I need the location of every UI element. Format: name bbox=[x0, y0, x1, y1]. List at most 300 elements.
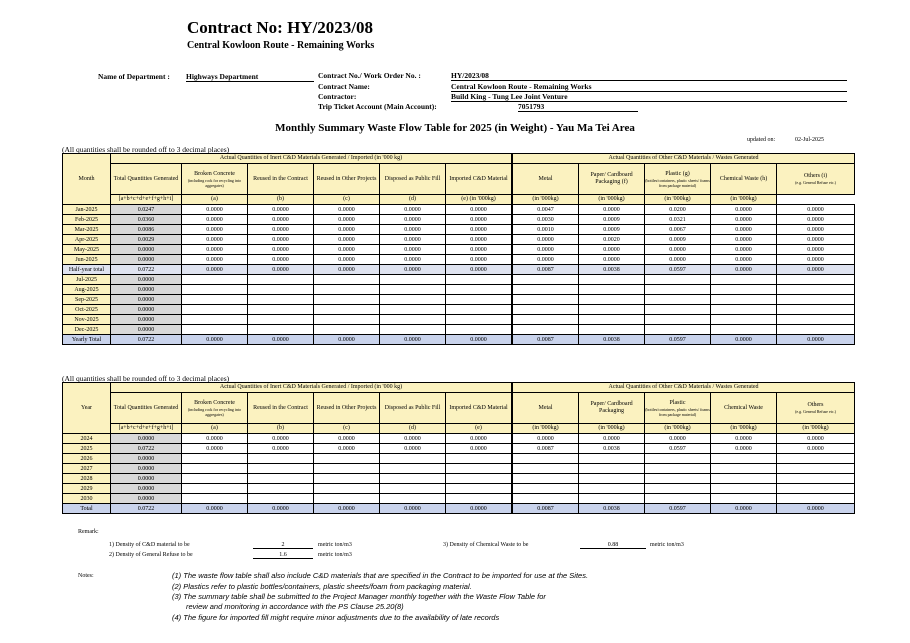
first-column-header: Month bbox=[63, 154, 111, 205]
value-cell: 0.0597 bbox=[645, 504, 711, 514]
remark-1-value: 2 bbox=[253, 542, 313, 549]
contractor-label: Contractor: bbox=[318, 92, 357, 101]
row-label: Yearly Total bbox=[63, 335, 111, 345]
value-cell: 0.0000 bbox=[248, 235, 314, 245]
value-cell bbox=[248, 305, 314, 315]
unit-label: (in '000kg) bbox=[711, 424, 777, 434]
value-cell: 0.0000 bbox=[182, 504, 248, 514]
value-cell: 0.0000 bbox=[645, 434, 711, 444]
table-row bbox=[63, 504, 855, 514]
chemical-header bbox=[711, 393, 777, 424]
value-cell: 0.0000 bbox=[380, 255, 446, 265]
value-cell bbox=[182, 454, 248, 464]
value-cell: 0.0038 bbox=[579, 504, 645, 514]
value-cell: 0.0000 bbox=[777, 444, 855, 454]
value-cell bbox=[248, 464, 314, 474]
value-cell: 0.0047 bbox=[513, 205, 579, 215]
table-row bbox=[63, 225, 855, 235]
value-cell: 0.0087 bbox=[513, 444, 579, 454]
value-cell: 0.0000 bbox=[777, 225, 855, 235]
value-cell: 0.0000 bbox=[380, 245, 446, 255]
value-cell: 0.0000 bbox=[314, 335, 380, 345]
value-cell: 0.0000 bbox=[111, 305, 182, 315]
reused-other-header-label: Reused in Other Projects bbox=[316, 175, 377, 182]
trip-ticket-label: Trip Ticket Account (Main Account): bbox=[318, 102, 437, 111]
metal-header-label: Metal bbox=[538, 175, 553, 182]
row-label: 2030 bbox=[63, 494, 111, 504]
row-label: 2029 bbox=[63, 484, 111, 494]
value-cell bbox=[182, 275, 248, 285]
value-cell: 0.0009 bbox=[579, 215, 645, 225]
value-cell bbox=[380, 454, 446, 464]
value-cell bbox=[711, 474, 777, 484]
value-cell: 0.0000 bbox=[777, 245, 855, 255]
contractor-value: Build King - Tung Lee Joint Venture bbox=[451, 92, 847, 102]
value-cell: 0.0000 bbox=[248, 205, 314, 215]
row-label: Jun-2025 bbox=[63, 255, 111, 265]
value-cell bbox=[182, 295, 248, 305]
value-cell bbox=[380, 285, 446, 295]
broken-concrete-header-label: Broken Concrete bbox=[194, 399, 235, 406]
value-cell: 0.0087 bbox=[513, 265, 579, 275]
remark-2: 2) Density of General Refuse to be bbox=[109, 552, 193, 558]
value-cell bbox=[513, 474, 579, 484]
value-cell: 0.0722 bbox=[111, 335, 182, 345]
value-cell bbox=[777, 454, 855, 464]
value-cell bbox=[380, 275, 446, 285]
value-cell bbox=[380, 474, 446, 484]
value-cell: 0.0000 bbox=[711, 335, 777, 345]
value-cell bbox=[314, 285, 380, 295]
value-cell: 0.0000 bbox=[111, 275, 182, 285]
rounding-note: (All quantities shall be rounded off to 3 decimal places) bbox=[62, 145, 230, 154]
note-1: (1) The waste flow table shall also include C&D materials that are specified in the Contract to be imported for use at the Sites. bbox=[172, 571, 589, 580]
reused-contract-header-label: Reused in the Contract bbox=[253, 404, 308, 411]
value-cell: 0.0000 bbox=[446, 235, 512, 245]
value-cell bbox=[182, 285, 248, 295]
value-cell: 0.0087 bbox=[513, 504, 579, 514]
value-cell bbox=[777, 285, 855, 295]
others-header-sublabel: (e.g. General Refuse etc.) bbox=[795, 409, 836, 414]
value-cell bbox=[446, 325, 512, 335]
monthly-waste-table bbox=[62, 153, 855, 345]
plastic-header-sublabel: (bottles/containers, plastic sheets/ foams from package material) bbox=[645, 177, 710, 188]
column-header-row bbox=[63, 164, 855, 195]
unit-label: (in '000kg) bbox=[579, 424, 645, 434]
value-cell: 0.0000 bbox=[314, 265, 380, 275]
contract-name-value: Central Kowloon Route - Remaining Works bbox=[451, 82, 847, 92]
disposed-header bbox=[380, 393, 446, 424]
value-cell: 0.0000 bbox=[111, 494, 182, 504]
row-label: Oct-2025 bbox=[63, 305, 111, 315]
total-header-label: Total Quantities Generated bbox=[113, 175, 179, 182]
value-cell: 0.0000 bbox=[711, 235, 777, 245]
value-cell bbox=[380, 484, 446, 494]
value-cell: 0.0000 bbox=[314, 215, 380, 225]
value-cell: 0.0000 bbox=[711, 215, 777, 225]
value-cell: 0.0000 bbox=[579, 434, 645, 444]
value-cell: 0.0000 bbox=[446, 225, 512, 235]
value-cell bbox=[446, 285, 512, 295]
chemical-header-label: Chemical Waste bbox=[724, 404, 763, 411]
value-cell: 0.0000 bbox=[111, 434, 182, 444]
value-cell bbox=[645, 305, 711, 315]
value-cell: 0.0722 bbox=[111, 444, 182, 454]
notes-label: Notes: bbox=[78, 573, 94, 579]
table-row bbox=[63, 275, 855, 285]
unit-label: (b) bbox=[248, 195, 314, 205]
imported-header bbox=[446, 164, 512, 195]
value-cell bbox=[248, 285, 314, 295]
value-cell bbox=[314, 494, 380, 504]
paper-header bbox=[579, 164, 645, 195]
metal-header bbox=[513, 164, 579, 195]
value-cell bbox=[314, 305, 380, 315]
plastic-header-label: Plastic bbox=[669, 399, 686, 406]
value-cell bbox=[711, 494, 777, 504]
unit-label: (d) bbox=[380, 424, 446, 434]
value-cell bbox=[314, 275, 380, 285]
plastic-header-sublabel: (bottles/containers, plastic sheets/ foams from package material) bbox=[645, 406, 710, 417]
unit-label: (d) bbox=[380, 195, 446, 205]
value-cell: 0.0000 bbox=[777, 504, 855, 514]
disposed-header-label: Disposed as Public Fill bbox=[384, 175, 441, 182]
value-cell bbox=[248, 295, 314, 305]
unit-label: (in '000kg) bbox=[513, 195, 579, 205]
value-cell: 0.0000 bbox=[380, 444, 446, 454]
table-row bbox=[63, 295, 855, 305]
row-label: Aug-2025 bbox=[63, 285, 111, 295]
value-cell bbox=[446, 464, 512, 474]
value-cell: 0.0000 bbox=[314, 245, 380, 255]
value-cell bbox=[182, 325, 248, 335]
row-label: Nov-2025 bbox=[63, 315, 111, 325]
value-cell: 0.0000 bbox=[111, 474, 182, 484]
value-cell: 0.0000 bbox=[446, 265, 512, 275]
value-cell bbox=[645, 325, 711, 335]
row-label: 2028 bbox=[63, 474, 111, 484]
unit-label: (in '000kg) bbox=[711, 195, 777, 205]
value-cell bbox=[248, 325, 314, 335]
value-cell: 0.0000 bbox=[777, 235, 855, 245]
table-row bbox=[63, 494, 855, 504]
value-cell: 0.0086 bbox=[111, 225, 182, 235]
table-row bbox=[63, 205, 855, 215]
table-row bbox=[63, 474, 855, 484]
value-cell bbox=[711, 484, 777, 494]
value-cell: 0.0000 bbox=[777, 205, 855, 215]
disposed-header bbox=[380, 164, 446, 195]
table-row bbox=[63, 434, 855, 444]
value-cell: 0.0000 bbox=[248, 335, 314, 345]
value-cell bbox=[248, 484, 314, 494]
value-cell bbox=[711, 464, 777, 474]
value-cell: 0.0009 bbox=[645, 235, 711, 245]
value-cell: 0.0000 bbox=[711, 255, 777, 265]
value-cell bbox=[446, 315, 512, 325]
value-cell bbox=[711, 275, 777, 285]
value-cell: 0.0087 bbox=[513, 335, 579, 345]
value-cell: 0.0000 bbox=[579, 255, 645, 265]
value-cell: 0.0360 bbox=[111, 215, 182, 225]
remark-2-value: 1.6 bbox=[253, 552, 313, 559]
value-cell bbox=[711, 315, 777, 325]
value-cell: 0.0029 bbox=[111, 235, 182, 245]
value-cell: 0.0000 bbox=[314, 504, 380, 514]
value-cell: 0.0000 bbox=[248, 444, 314, 454]
value-cell bbox=[777, 474, 855, 484]
value-cell: 0.0000 bbox=[645, 245, 711, 255]
value-cell: 0.0000 bbox=[111, 285, 182, 295]
others-header-sublabel: (e.g. General Refuse etc.) bbox=[795, 180, 836, 185]
value-cell: 0.0000 bbox=[579, 205, 645, 215]
value-cell bbox=[380, 325, 446, 335]
inert-group-header: Actual Quantities of Inert C&D Materials Generated / Imported (in '000 kg) bbox=[111, 154, 512, 164]
value-cell bbox=[711, 295, 777, 305]
row-label: Jan-2025 bbox=[63, 205, 111, 215]
value-cell bbox=[777, 494, 855, 504]
value-cell bbox=[645, 474, 711, 484]
trip-ticket-value: 7051793 bbox=[518, 102, 638, 112]
value-cell bbox=[513, 285, 579, 295]
value-cell bbox=[380, 305, 446, 315]
table-row bbox=[63, 325, 855, 335]
value-cell bbox=[645, 464, 711, 474]
value-cell bbox=[314, 315, 380, 325]
row-label: 2027 bbox=[63, 464, 111, 474]
contract-no-label: Contract No./ Work Order No. : bbox=[318, 71, 421, 80]
value-cell: 0.0722 bbox=[111, 265, 182, 275]
value-cell bbox=[182, 494, 248, 504]
value-cell: 0.0000 bbox=[711, 245, 777, 255]
value-cell bbox=[579, 305, 645, 315]
value-cell: 0.0038 bbox=[579, 265, 645, 275]
value-cell bbox=[777, 315, 855, 325]
unit-label: (in '000kg) bbox=[645, 195, 711, 205]
value-cell: 0.0000 bbox=[711, 225, 777, 235]
value-cell bbox=[513, 464, 579, 474]
note-4: (4) The figure for imported fill might require minor adjustments due to the availability of late records bbox=[172, 613, 500, 622]
value-cell bbox=[579, 494, 645, 504]
value-cell: 0.0020 bbox=[579, 235, 645, 245]
value-cell bbox=[314, 464, 380, 474]
value-cell bbox=[579, 454, 645, 464]
value-cell: 0.0597 bbox=[645, 335, 711, 345]
value-cell bbox=[182, 484, 248, 494]
others-header bbox=[777, 393, 855, 424]
row-label: 2026 bbox=[63, 454, 111, 464]
unit-label: (e) bbox=[446, 424, 512, 434]
value-cell bbox=[446, 494, 512, 504]
unit-label: (a) bbox=[182, 424, 248, 434]
contract-no-value: HY/2023/08 bbox=[451, 71, 847, 81]
value-cell: 0.0000 bbox=[248, 215, 314, 225]
value-cell bbox=[182, 315, 248, 325]
reused-other-header-label: Reused in Other Projects bbox=[316, 404, 377, 411]
value-cell bbox=[777, 325, 855, 335]
total-header bbox=[111, 164, 182, 195]
paper-header bbox=[579, 393, 645, 424]
value-cell: 0.0000 bbox=[446, 444, 512, 454]
value-cell: 0.0038 bbox=[579, 335, 645, 345]
row-label: Feb-2025 bbox=[63, 215, 111, 225]
reused-other-header bbox=[314, 164, 380, 195]
value-cell bbox=[579, 464, 645, 474]
value-cell bbox=[579, 474, 645, 484]
value-cell: 0.0000 bbox=[777, 335, 855, 345]
value-cell: 0.0000 bbox=[182, 265, 248, 275]
remark-1: 1) Density of C&D material to be bbox=[109, 542, 190, 548]
plastic-header bbox=[645, 393, 711, 424]
value-cell: 0.0000 bbox=[182, 235, 248, 245]
unit-row bbox=[63, 195, 855, 205]
yearly-waste-table bbox=[62, 382, 855, 514]
value-cell: 0.0722 bbox=[111, 504, 182, 514]
value-cell: 0.0000 bbox=[446, 504, 512, 514]
unit-label: (e) (in '000kg) bbox=[446, 195, 512, 205]
unit-label: (a) bbox=[182, 195, 248, 205]
value-cell bbox=[248, 315, 314, 325]
value-cell: 0.0000 bbox=[380, 225, 446, 235]
value-cell bbox=[182, 474, 248, 484]
value-cell bbox=[513, 484, 579, 494]
unit-label: (in '000kg) bbox=[777, 424, 855, 434]
value-cell bbox=[314, 474, 380, 484]
value-cell bbox=[579, 315, 645, 325]
value-cell bbox=[248, 474, 314, 484]
value-cell: 0.0000 bbox=[513, 434, 579, 444]
value-cell bbox=[777, 305, 855, 315]
contract-subtitle: Central Kowloon Route - Remaining Works bbox=[187, 40, 375, 51]
sheet-title: Monthly Summary Waste Flow Table for 2025 (in Weight) - Yau Ma Tei Area bbox=[275, 122, 635, 134]
value-cell bbox=[579, 484, 645, 494]
remark-3: 3) Density of Chemical Waste to be bbox=[443, 542, 529, 548]
value-cell bbox=[182, 464, 248, 474]
value-cell: 0.0000 bbox=[111, 245, 182, 255]
value-cell: 0.0000 bbox=[314, 205, 380, 215]
chemical-header bbox=[711, 164, 777, 195]
value-cell: 0.0000 bbox=[711, 205, 777, 215]
table-row bbox=[63, 255, 855, 265]
value-cell: 0.0000 bbox=[446, 205, 512, 215]
unit-row bbox=[63, 424, 855, 434]
value-cell: 0.0000 bbox=[711, 444, 777, 454]
value-cell: 0.0000 bbox=[111, 464, 182, 474]
value-cell bbox=[513, 325, 579, 335]
value-cell bbox=[446, 295, 512, 305]
value-cell bbox=[446, 474, 512, 484]
other-group-header: Actual Quantities of Other C&D Materials / Wastes Generated bbox=[513, 154, 855, 164]
first-column-header: Year bbox=[63, 383, 111, 434]
value-cell bbox=[579, 275, 645, 285]
value-cell: 0.0000 bbox=[380, 335, 446, 345]
value-cell: 0.0000 bbox=[182, 335, 248, 345]
table-row bbox=[63, 464, 855, 474]
row-label: Dec-2025 bbox=[63, 325, 111, 335]
value-cell: 0.0000 bbox=[579, 245, 645, 255]
value-cell: 0.0000 bbox=[777, 255, 855, 265]
value-cell bbox=[380, 494, 446, 504]
value-cell bbox=[380, 315, 446, 325]
table-row bbox=[63, 215, 855, 225]
value-cell: 0.0000 bbox=[111, 484, 182, 494]
value-cell bbox=[777, 464, 855, 474]
value-cell: 0.0000 bbox=[446, 245, 512, 255]
value-cell bbox=[314, 454, 380, 464]
value-cell: 0.0000 bbox=[380, 434, 446, 444]
value-cell bbox=[314, 484, 380, 494]
table-row bbox=[63, 245, 855, 255]
value-cell bbox=[777, 275, 855, 285]
value-cell bbox=[645, 494, 711, 504]
contract-title: Contract No: HY/2023/08 bbox=[187, 18, 374, 37]
value-cell bbox=[645, 285, 711, 295]
broken-concrete-header bbox=[182, 393, 248, 424]
value-cell: 0.0000 bbox=[380, 235, 446, 245]
value-cell bbox=[711, 305, 777, 315]
updated-value: 02-Jul-2025 bbox=[795, 137, 824, 143]
value-cell: 0.0000 bbox=[182, 434, 248, 444]
inert-group-header: Actual Quantities of Inert C&D Materials Generated / Imported (in '000 kg) bbox=[111, 383, 512, 393]
value-cell: 0.0597 bbox=[645, 265, 711, 275]
value-cell bbox=[446, 454, 512, 464]
value-cell: 0.0030 bbox=[513, 215, 579, 225]
value-cell: 0.0000 bbox=[314, 444, 380, 454]
imported-header-label: Imported C&D Material bbox=[449, 175, 508, 182]
unit-label: (in '000kg) bbox=[579, 195, 645, 205]
unit-label: (b) bbox=[248, 424, 314, 434]
value-cell: 0.0000 bbox=[446, 335, 512, 345]
reused-other-header bbox=[314, 393, 380, 424]
reused-contract-header bbox=[248, 393, 314, 424]
total-header bbox=[111, 393, 182, 424]
value-cell: 0.0000 bbox=[711, 265, 777, 275]
note-3-continued: review and monitoring in accordance with the PS Clause 25.20(8) bbox=[186, 602, 404, 611]
metal-header-label: Metal bbox=[538, 404, 553, 411]
value-cell: 0.0000 bbox=[446, 255, 512, 265]
value-cell bbox=[645, 295, 711, 305]
value-cell: 0.0000 bbox=[314, 255, 380, 265]
unit-label: (in '000kg) bbox=[645, 424, 711, 434]
value-cell: 0.0000 bbox=[314, 434, 380, 444]
plastic-header-label: Plastic (g) bbox=[665, 170, 690, 177]
row-label: May-2025 bbox=[63, 245, 111, 255]
value-cell bbox=[645, 315, 711, 325]
remark-label: Remark: bbox=[78, 529, 99, 535]
department-value: Highways Department bbox=[186, 72, 314, 82]
others-header-label: Others (i) bbox=[803, 173, 828, 179]
value-cell: 0.0000 bbox=[314, 225, 380, 235]
imported-header bbox=[446, 393, 512, 424]
row-label: Total bbox=[63, 504, 111, 514]
others-header-label: Others bbox=[807, 402, 824, 408]
value-cell: 0.0010 bbox=[513, 225, 579, 235]
value-cell: 0.0000 bbox=[446, 434, 512, 444]
row-label: Sep-2025 bbox=[63, 295, 111, 305]
value-cell bbox=[777, 295, 855, 305]
value-cell: 0.0000 bbox=[314, 235, 380, 245]
value-cell: 0.0000 bbox=[182, 444, 248, 454]
remark-3-value: 0.88 bbox=[580, 542, 646, 549]
value-cell: 0.0000 bbox=[711, 504, 777, 514]
value-cell: 0.0038 bbox=[579, 444, 645, 454]
table-row bbox=[63, 315, 855, 325]
unit-label: [a+b+c+d+e+f+g+h+i] bbox=[111, 195, 182, 205]
remark-2-unit: metric ton/m3 bbox=[318, 552, 352, 558]
unit-label: (c) bbox=[314, 424, 380, 434]
value-cell: 0.0000 bbox=[248, 434, 314, 444]
value-cell bbox=[182, 305, 248, 315]
